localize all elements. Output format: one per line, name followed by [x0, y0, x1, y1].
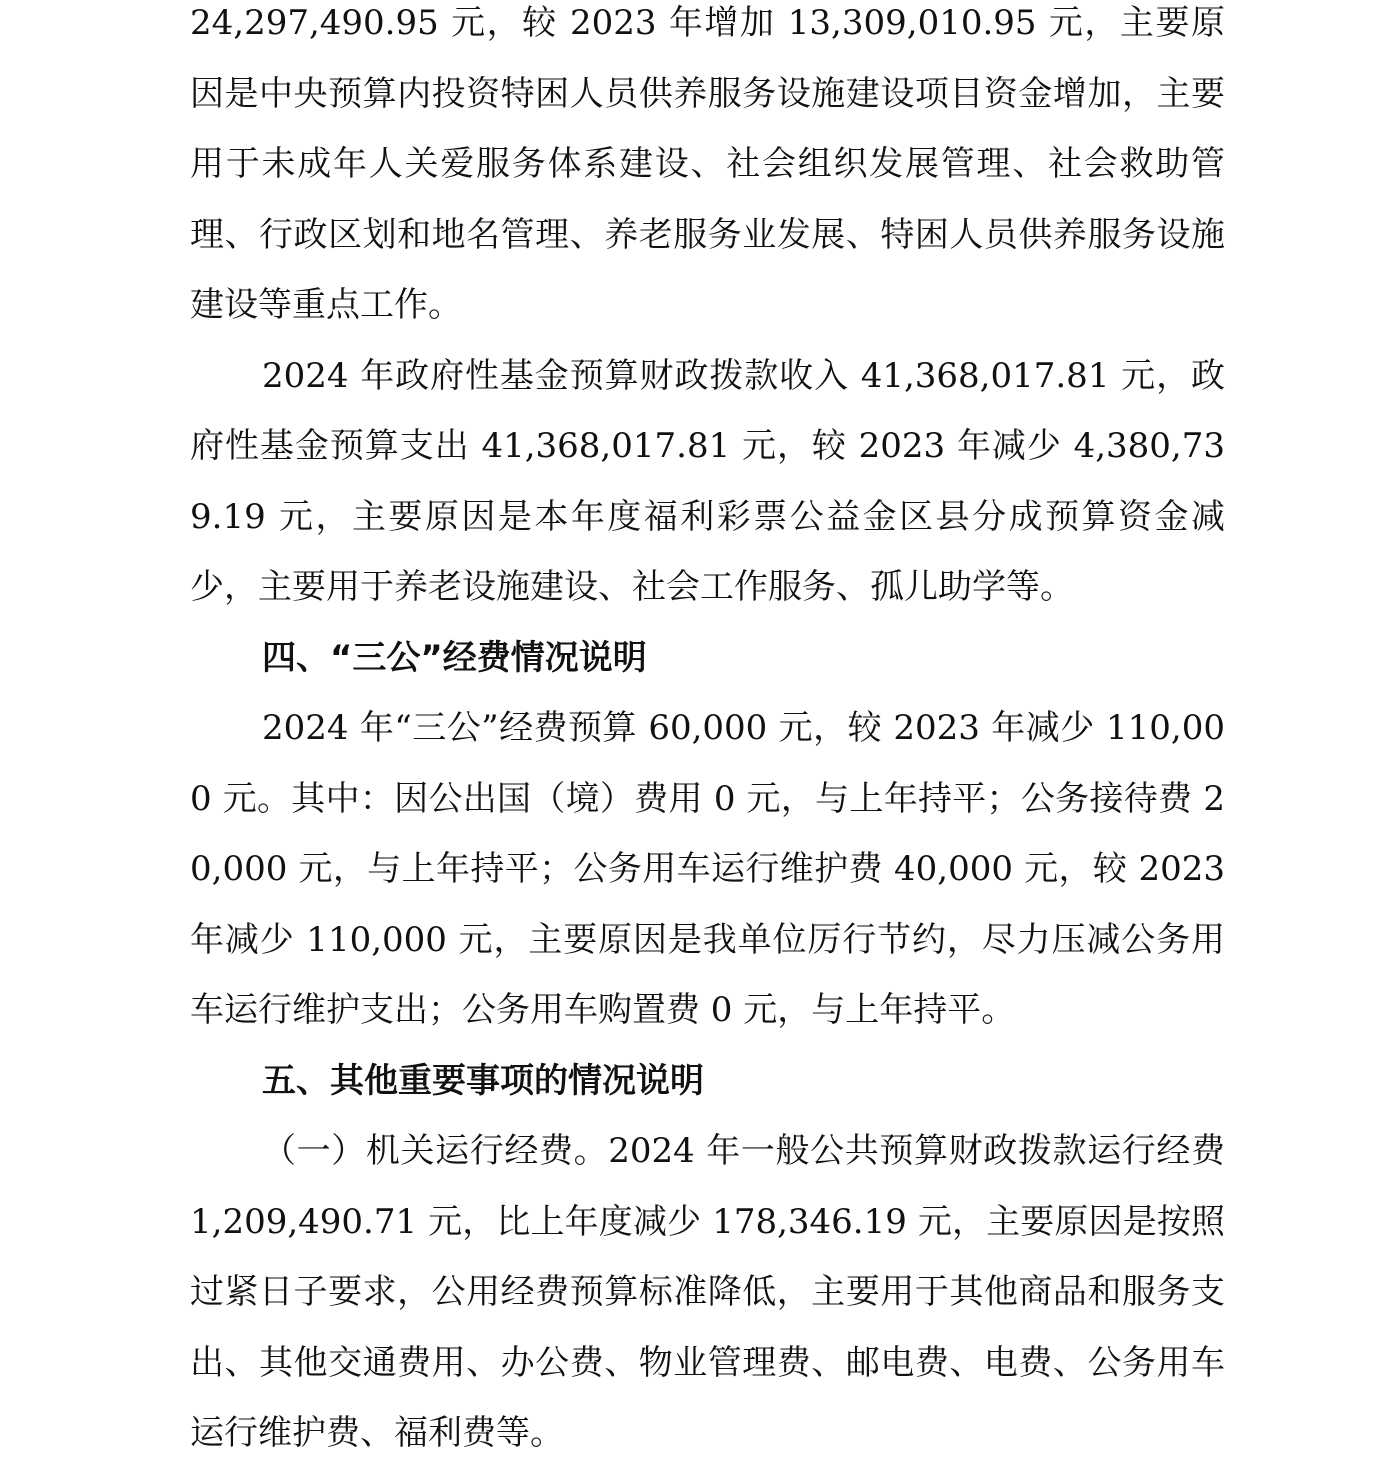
- paragraph-three-public-expenses: 2024 年“三公”经费预算 60,000 元，较 2023 年减少 110,000 元。其中：因公出国（境）费用 0 元，与上年持平；公务接待费 20,000 元，与上年持平；公务用车运行维护费 40,000 元，较 2023 年减少 110,000 元，主要原因是我单位厉行节约，尽力压减公务用车运行维护支出；公务用车购置费 0 元，与上年持平。: [190, 708, 1225, 1030]
- paragraph-government-fund-budget: 2024 年政府性基金预算财政拨款收入 41,368,017.81 元，政府性基金预算支出 41,368,017.81 元，较 2023 年减少 4,380,739.19 元，主要原因是本年度福利彩票公益金区县分成预算资金减少，主要用于养老设施建设、社会工作服务、孤儿助学等。: [190, 355, 1225, 607]
- paragraph-general-budget-continuation: 24,297,490.95 元，较 2023 年增加 13,309,010.95 元，主要原因是中央预算内投资特困人员供养服务设施建设项目资金增加，主要用于未成年人关爱服务体系建设、社会组织发展管理、社会救助管理、行政区划和地名管理、养老服务业发展、特困人员供养服务设施建设等重点工作。: [190, 3, 1225, 325]
- section-heading-other-matters: 五、其他重要事项的情况说明: [262, 1060, 704, 1101]
- paragraph-operating-funds: （一）机关运行经费。2024 年一般公共预算财政拨款运行经费 1,209,490.71 元，比上年度减少 178,346.19 元，主要原因是按照过紧日子要求，公用经费预算标准降低，主要用于其他商品和服务支出、其他交通费用、办公费、物业管理费、邮电费、电费、公务用车运行维护费、福利费等。: [190, 1131, 1225, 1453]
- section-heading-three-public-expenses: 四、“三公”经费情况说明: [262, 637, 647, 678]
- document-page: [190, 0, 1225, 1469]
